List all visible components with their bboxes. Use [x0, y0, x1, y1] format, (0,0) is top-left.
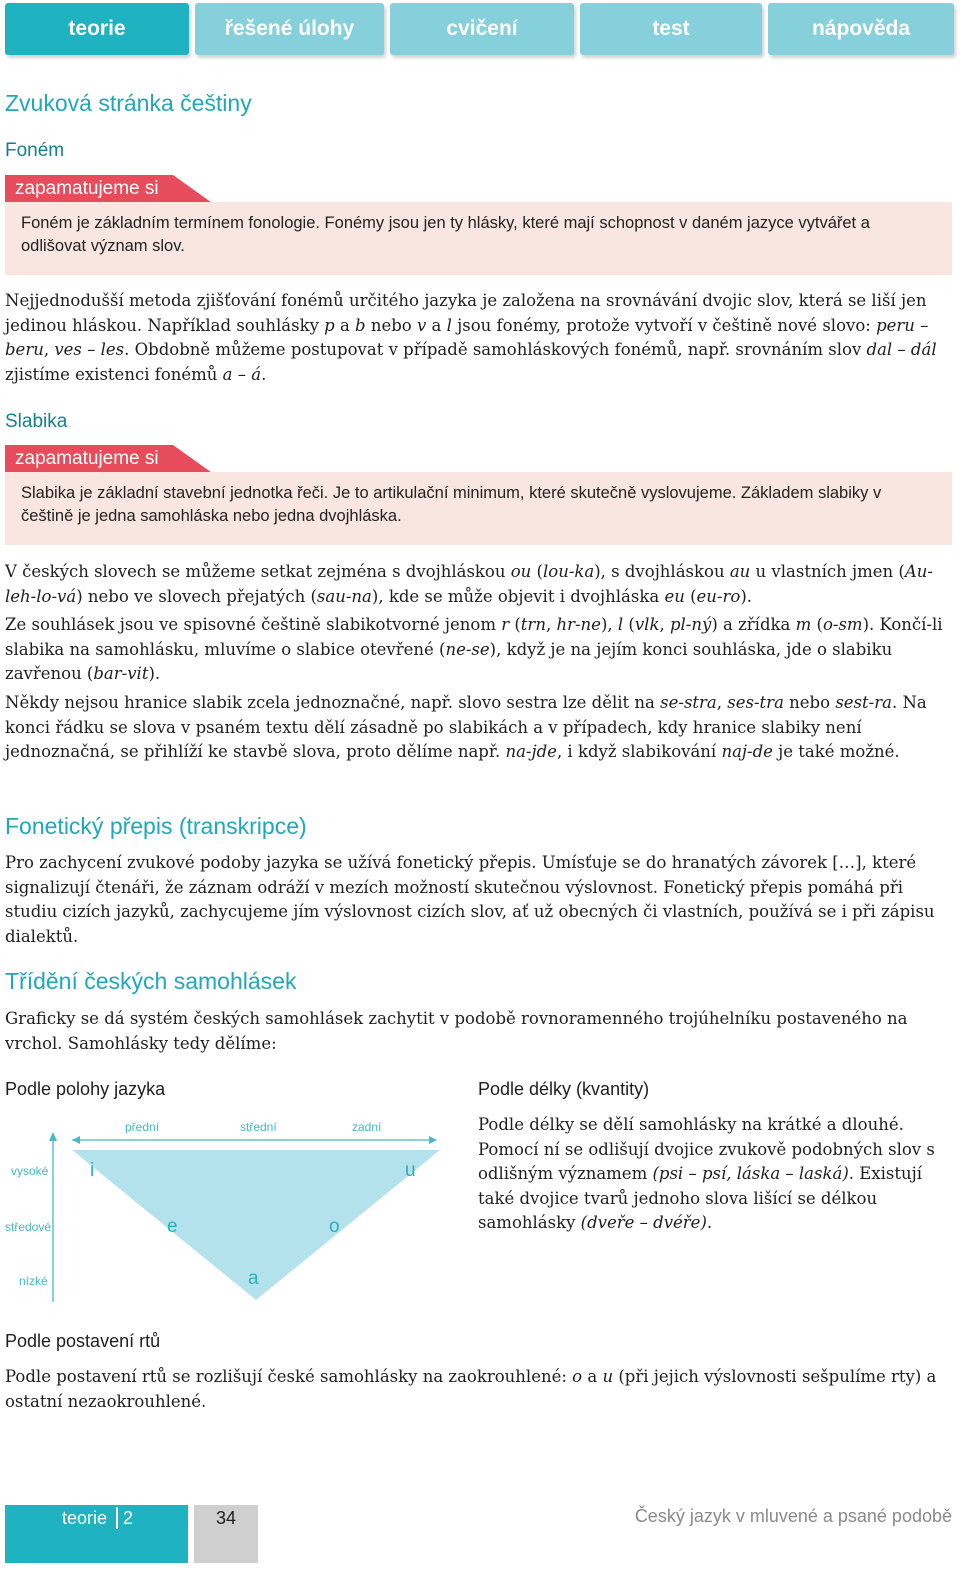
subheading-delka: Podle délky (kvantity) — [478, 1079, 650, 1099]
row-label-nizke: nízké — [19, 1274, 48, 1288]
vowel-triangle-diagram — [5, 1110, 455, 1310]
footer-section-tab[interactable] — [5, 1505, 188, 1563]
vowel-triangle — [5, 1110, 455, 1310]
subheading-poloha-jazyka: Podle polohy jazyka — [5, 1079, 166, 1099]
tab-napoveda[interactable]: nápověda — [768, 3, 954, 55]
vowel-o: o — [329, 1216, 340, 1237]
delka-paragraph: Podle délky se dělí samohlásky na krátké a dlouhé. Pomocí ní se odlišují dvojice zvukově podobných slov s odlišným významem (psi – psí, láska – laská). Existují také dvojice tvarů jednoho slova lišící se délkou samohlásky (dveře – dvéře). — [478, 1115, 935, 1232]
footer-chapter-number: 2 — [123, 1508, 134, 1528]
row-label-vysoke: vysoké — [11, 1164, 49, 1178]
vowel-i: i — [90, 1160, 95, 1181]
vowel-a: a — [248, 1268, 259, 1289]
page-number: 34 — [194, 1505, 258, 1563]
section-heading-slabika: Slabika — [5, 411, 68, 432]
vowel-u: u — [405, 1160, 416, 1181]
row-label-stredove: středové — [5, 1220, 52, 1234]
tab-teorie[interactable]: teorie — [5, 3, 189, 55]
page-title: Zvuková stránka češtiny — [5, 90, 252, 116]
fonem-paragraph: Nejjednodušší metoda zjišťování fonémů určitého jazyka je založena na srovnávání dvojic slov, která se liší jen jedinou hláskou. Například souhlásky p a b nebo v a l jsou fonémy, protože vytvoří v češtině nové slovo: peru – beru, ves – les. Obdobně můžeme postupovat v případě samohláskových fonémů, např. srovnáním slov dal – dál zjistíme existenci fonémů a – á. — [5, 291, 937, 384]
slabika-paragraph-3: Někdy nejsou hranice slabik zcela jednoznačné, např. slovo sestra lze dělit na se-stra, ses-tra nebo sest-ra. Na konci řádku se slova v psaném textu dělí zásadně po slabikách a v případech, kdy hranice slabiky není jednoznačná, se přihlíží ke stavbě slova, proto dělíme např. na-jde, i když slabikování naj-de je také možné. — [5, 693, 927, 761]
tab-resene-ulohy[interactable]: řešené úlohy — [195, 3, 384, 55]
book-title: Český jazyk v mluvené a psané podobě — [634, 1506, 952, 1526]
slabika-paragraph-2: Ze souhlásek jsou ve spisovné češtině slabikotvorné jenom r (trn, hr-ne), l (vlk, pl-ný) a zřídka m (o-sm). Končí-li slabika na samohlásku, mluvíme o slabice otevřené (ne-se), když je na jejím konci souhláska, jde o slabiku zavřenou (bar-vit). — [5, 615, 943, 683]
remember-flag — [5, 175, 215, 205]
footer-section-label: teorie — [62, 1508, 108, 1528]
top-tab-bar — [0, 0, 960, 58]
slabika-paragraph-1: V českých slovech se můžeme setkat zejména s dvojhláskou ou (lou-ka), s dvojhláskou au u vlastních jmen (Au-leh-lo-vá) nebo ve slovech přejatých (sau-na), kde se může objevit i dvojhláska eu (eu-ro). — [5, 562, 933, 606]
section-heading-fonem: Foném — [5, 140, 65, 161]
definition-box: Foném je základním termínem fonologie. Fonémy jsou jen ty hlásky, které mají schopnost v daném jazyce vytvářet a odlišovat význam slov. — [5, 202, 952, 275]
tab-cviceni[interactable]: cvičení — [390, 3, 574, 55]
subheading-postaveni-rtu: Podle postavení rtů — [5, 1331, 161, 1351]
remember-label: zapamatujeme si — [15, 448, 159, 469]
column-label-stredni: střední — [240, 1120, 277, 1134]
vowel-e: e — [167, 1216, 178, 1237]
column-label-predni: přední — [125, 1120, 160, 1134]
section-heading-foneticky-prepis: Fonetický přepis (transkripce) — [5, 813, 307, 839]
foneticky-paragraph: Pro zachycení zvukové podoby jazyka se užívá fonetický přepis. Umísťuje se do hranatých závorek […], které signalizují čtenáři, že záznam odráží v mezích možností skutečnou výslovnost. Fonetický přepis pomáhá při studiu cizích jazyků, zachycujeme jím výslovnost cizích slov, ať už obecných či vlastních, používá se i při zápisu dialektů. — [5, 853, 935, 946]
section-heading-trideni: Třídění českých samohlásek — [5, 968, 297, 994]
definition-box: Slabika je základní stavební jednotka řeči. Je to artikulační minimum, které skutečně vyslovujeme. Základem slabiky v češtině je jedna samohláska nebo jedna dvojhláska. — [5, 472, 952, 545]
tab-test[interactable]: test — [580, 3, 762, 55]
remember-label: zapamatujeme si — [15, 178, 159, 199]
remember-flag — [5, 445, 215, 475]
column-label-zadni: zadní — [352, 1120, 382, 1134]
rty-paragraph: Podle postavení rtů se rozlišují české samohlásky na zaokrouhlené: o a u (při jejich výslovnosti sešpulíme rty) a ostatní nezaokrouhlené. — [5, 1367, 937, 1411]
trideni-paragraph: Graficky se dá systém českých samohlásek zachytit v podobě rovnoramenného trojúhelníku postaveného na vrchol. Samohlásky tedy dělíme: — [5, 1009, 908, 1053]
